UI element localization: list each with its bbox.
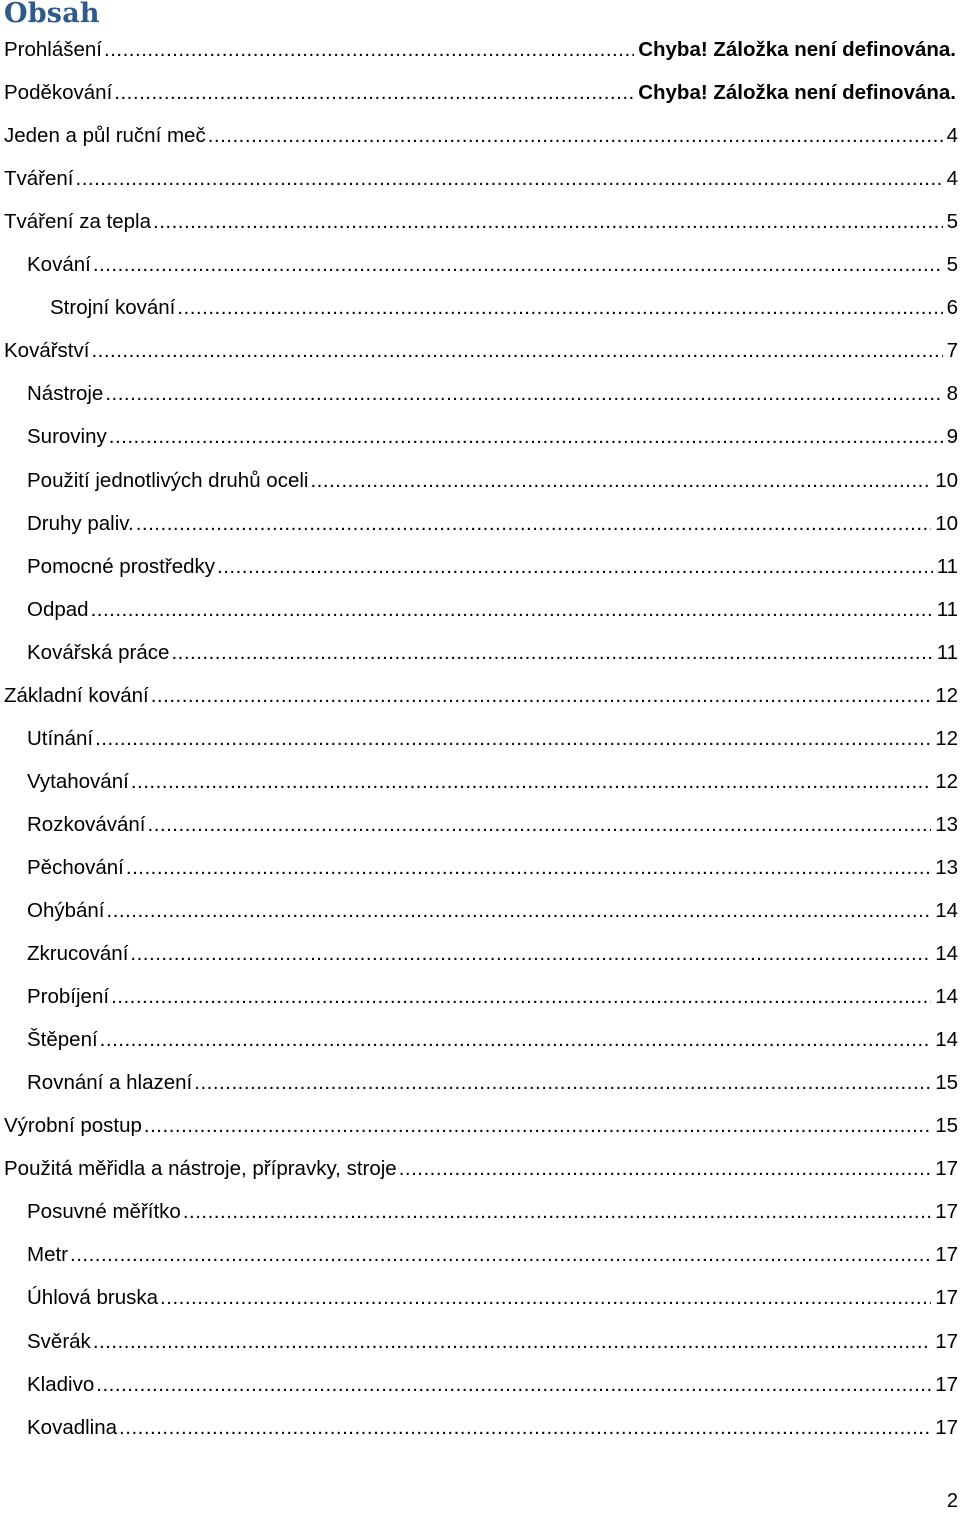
toc-entry-page: 11: [936, 597, 958, 621]
toc-entry[interactable]: [0, 121, 960, 151]
toc-entry[interactable]: [0, 552, 960, 582]
toc-entry[interactable]: [0, 1025, 960, 1055]
toc-entry-label: Pomocné prostředky: [27, 554, 216, 578]
toc-entry[interactable]: [0, 1111, 960, 1141]
dot-leader: [144, 1111, 931, 1141]
toc-entry-page: 10: [935, 511, 958, 535]
toc-entry-label: Posuvné měřítko: [27, 1200, 181, 1224]
toc-entry[interactable]: [0, 379, 960, 409]
toc-entry-label: Úhlová bruska: [27, 1286, 159, 1310]
toc-entry[interactable]: [0, 1068, 960, 1098]
toc-entry-page: 15: [935, 1114, 958, 1138]
dot-leader: [70, 1240, 931, 1270]
toc-entry-page: 17: [935, 1157, 958, 1181]
toc-entry-label: Svěrák: [27, 1329, 91, 1353]
toc-entry[interactable]: [0, 1240, 960, 1270]
toc-entry-page: 14: [935, 1028, 958, 1052]
dot-leader: [107, 896, 932, 926]
toc-entry[interactable]: [0, 1327, 960, 1357]
dot-leader: [105, 379, 942, 409]
toc-entry-label: Druhy paliv.: [27, 511, 134, 535]
dot-leader: [95, 724, 931, 754]
dot-leader: [153, 207, 943, 237]
dot-leader: [111, 982, 931, 1012]
toc-entry-label: Kovářství: [4, 339, 90, 363]
page-title: Obsah: [4, 0, 100, 29]
dot-leader: [151, 681, 931, 711]
dot-leader: [160, 1283, 931, 1313]
toc-entry-page: 7: [946, 339, 958, 363]
toc-entry-page: 11: [936, 640, 958, 664]
dot-leader: [183, 1197, 931, 1227]
toc-entry[interactable]: [0, 35, 960, 65]
dot-leader: [126, 853, 931, 883]
toc-entry[interactable]: [0, 724, 960, 754]
toc-entry-page: 15: [935, 1071, 958, 1095]
toc-entry-label: Suroviny: [27, 425, 107, 449]
toc-entry-label: Kování: [27, 253, 91, 277]
toc-entry[interactable]: [0, 595, 960, 625]
dot-leader: [310, 466, 931, 496]
toc-entry[interactable]: [0, 896, 960, 926]
toc-entry-label: Základní kování: [4, 683, 149, 707]
toc-entry-page: 14: [935, 942, 958, 966]
toc-entry-error: Chyba! Záložka není definována.: [638, 81, 956, 105]
toc-entry-label: Pěchování: [27, 855, 124, 879]
toc-entry-label: Strojní kování: [50, 296, 176, 320]
dot-leader: [100, 1025, 932, 1055]
toc-entry-label: Kovářská práce: [27, 640, 170, 664]
toc-entry[interactable]: [0, 638, 960, 668]
toc-entry-label: Tváření za tepla: [4, 210, 151, 234]
dot-leader: [148, 810, 932, 840]
dot-leader: [131, 767, 931, 797]
toc-entry[interactable]: [0, 207, 960, 237]
toc-entry-page: 12: [935, 769, 958, 793]
toc-entry-page: 12: [935, 726, 958, 750]
toc-entry-label: Probíjení: [27, 985, 110, 1009]
toc-entry-label: Kladivo: [27, 1372, 95, 1396]
toc-entry-page: 4: [946, 124, 958, 148]
toc-entry-page: 17: [935, 1415, 958, 1439]
toc-entry-label: Použitá měřidla a nástroje, přípravky, stroje: [4, 1157, 397, 1181]
dot-leader: [93, 1327, 931, 1357]
toc-entry-label: Odpad: [27, 597, 89, 621]
toc-entry-label: Rozkovávání: [27, 812, 146, 836]
toc-entry-label: Tváření: [4, 167, 74, 191]
toc-entry[interactable]: [0, 250, 960, 280]
toc-entry-page: 8: [946, 382, 958, 406]
toc-entry-page: 4: [946, 167, 958, 191]
toc-entry-page: 9: [946, 425, 958, 449]
toc-entry-page: 10: [935, 468, 958, 492]
dot-leader: [177, 293, 942, 323]
toc-entry-label: Jeden a půl ruční meč: [4, 124, 206, 148]
toc-entry-label: Štěpení: [27, 1028, 98, 1052]
toc-entry-page: 14: [935, 985, 958, 1009]
toc-entry[interactable]: [0, 78, 960, 108]
toc-entry-label: Ohýbání: [27, 899, 105, 922]
dot-leader: [91, 336, 942, 366]
toc-entry-page: 17: [935, 1329, 958, 1353]
dot-leader: [104, 35, 634, 65]
toc-entry[interactable]: [0, 939, 960, 969]
toc-entry[interactable]: [0, 853, 960, 883]
dot-leader: [109, 422, 943, 452]
page-number: 2: [946, 1490, 958, 1512]
toc-entry-page: 11: [936, 554, 958, 578]
toc-entry-label: Metr: [27, 1243, 68, 1267]
dot-leader: [76, 164, 943, 194]
toc-entry-page: 17: [935, 1200, 958, 1224]
dot-leader: [119, 1413, 931, 1443]
toc-entry-error: Chyba! Záložka není definována.: [638, 38, 956, 61]
toc-entry[interactable]: [0, 1154, 960, 1184]
toc-entry-page: 13: [935, 855, 958, 879]
toc-entry[interactable]: [0, 1283, 960, 1313]
toc-entry[interactable]: [0, 466, 960, 496]
dot-leader: [171, 638, 932, 668]
toc-entry-page: 13: [935, 812, 958, 836]
toc-entry[interactable]: [0, 767, 960, 797]
toc-entry-label: Rovnání a hlazení: [27, 1071, 193, 1095]
dot-leader: [91, 595, 933, 625]
dot-leader: [217, 552, 933, 582]
dot-leader: [96, 1370, 931, 1400]
toc-entry-label: Kovadlina: [27, 1415, 118, 1439]
toc-entry-page: 14: [935, 899, 958, 922]
toc-entry-label: Zkrucování: [27, 942, 129, 966]
toc-entry-page: 17: [935, 1286, 958, 1310]
toc-entry[interactable]: [0, 1413, 960, 1443]
toc-entry[interactable]: [0, 982, 960, 1012]
toc-entry[interactable]: [0, 336, 960, 366]
toc-entry-page: 5: [946, 253, 958, 277]
toc-entry-label: Použití jednotlivých druhů oceli: [27, 468, 309, 492]
toc-entry-label: Nástroje: [27, 382, 104, 406]
toc-entry-page: 5: [946, 210, 958, 234]
dot-leader: [194, 1068, 931, 1098]
dot-leader: [136, 509, 931, 539]
toc-entry-page: 17: [935, 1372, 958, 1396]
dot-leader: [130, 939, 931, 969]
dot-leader: [399, 1154, 931, 1184]
toc-entry-page: 12: [935, 683, 958, 707]
toc-entry[interactable]: [0, 810, 960, 840]
dot-leader: [114, 78, 634, 108]
toc-entry[interactable]: [0, 509, 960, 539]
toc-entry[interactable]: [0, 293, 960, 323]
toc-entry[interactable]: [0, 422, 960, 452]
toc-entry-label: Vytahování: [27, 769, 129, 793]
toc-entry-label: Prohlášení: [4, 38, 103, 61]
toc-entry-label: Poděkování: [4, 81, 113, 105]
dot-leader: [93, 250, 943, 280]
toc-entry-label: Utínání: [27, 726, 94, 750]
toc-entry[interactable]: [0, 164, 960, 194]
toc-entry[interactable]: [0, 1370, 960, 1400]
toc-entry[interactable]: [0, 681, 960, 711]
toc-entry-page: 17: [935, 1243, 958, 1267]
dot-leader: [208, 121, 943, 151]
toc-entry-label: Výrobní postup: [4, 1114, 142, 1138]
toc-entry[interactable]: [0, 1197, 960, 1227]
toc-entry-page: 6: [946, 296, 958, 320]
